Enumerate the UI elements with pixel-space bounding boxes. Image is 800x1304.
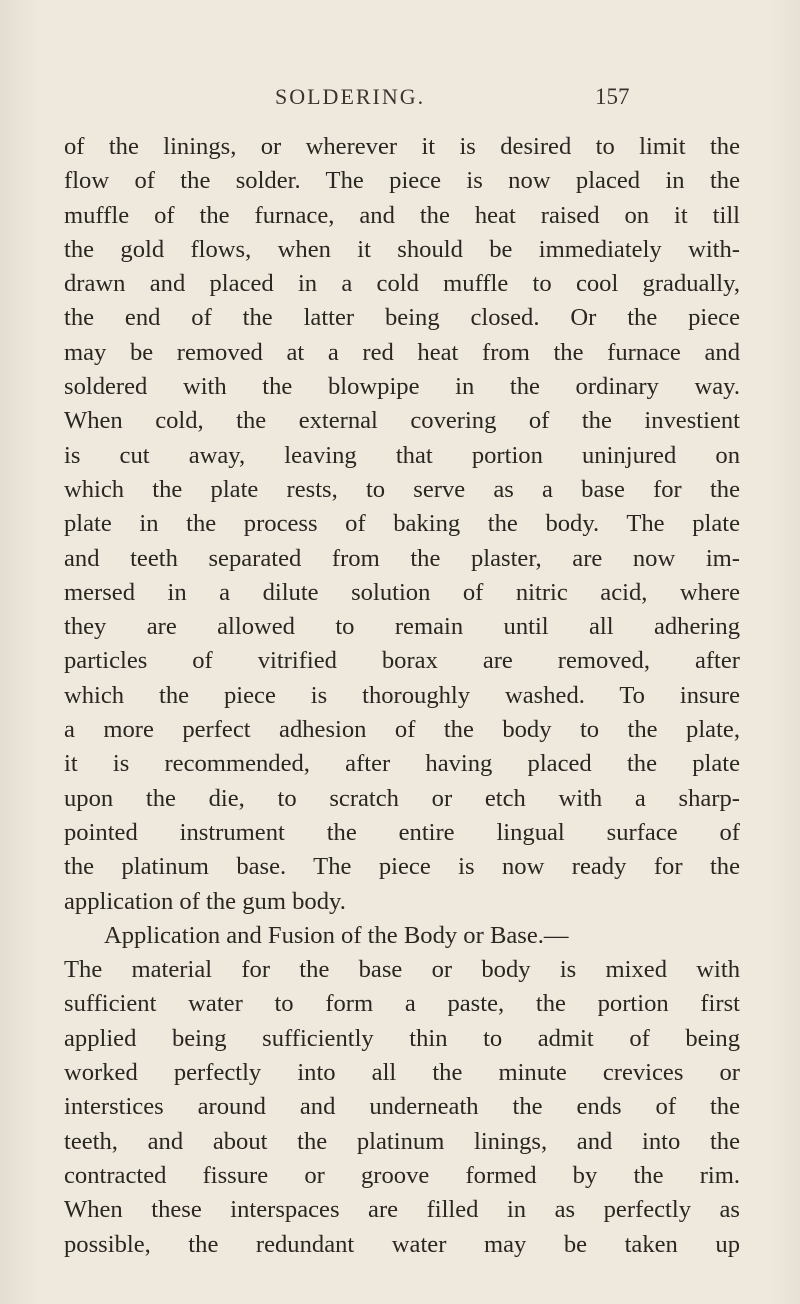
text-line: possible, the redundant water may be taken up xyxy=(64,1230,740,1258)
text-line: of the linings, or wherever it is desired to limit the xyxy=(64,133,740,160)
text-line: sufficient water to form a paste, the portion first xyxy=(64,990,740,1018)
text-line: The material for the base or body is mixed with xyxy=(64,956,740,984)
text-line: it is recommended, after having placed the plate xyxy=(64,750,740,778)
section-heading: Application and Fusion of the Body or Base.— xyxy=(104,921,569,949)
text-line: which the piece is thoroughly washed. To insure xyxy=(64,681,740,709)
text-line: mersed in a dilute solution of nitric acid, where xyxy=(64,578,740,606)
running-head xyxy=(0,84,800,124)
text-line: upon the die, to scratch or etch with a sharp- xyxy=(64,784,740,812)
text-line: When cold, the external covering of the investient xyxy=(64,407,740,435)
text-line: flow of the solder. The piece is now placed in the xyxy=(64,167,740,195)
text-line: particles of vitrified borax are removed, after xyxy=(64,647,740,675)
text-line: interstices around and underneath the ends of the xyxy=(64,1093,740,1121)
text-line: soldered with the blowpipe in the ordinary way. xyxy=(64,373,740,401)
text-line: applied being sufficiently thin to admit of being xyxy=(64,1024,740,1052)
text-line: is cut away, leaving that portion uninjured on xyxy=(64,441,740,469)
text-line: the end of the latter being closed. Or the piece xyxy=(64,304,740,332)
text-line: pointed instrument the entire lingual surface of xyxy=(64,818,740,846)
text-line: a more perfect adhesion of the body to the plate, xyxy=(64,716,740,744)
text-line: drawn and placed in a cold muffle to cool gradually, xyxy=(64,270,740,298)
text-line: may be removed at a red heat from the furnace and xyxy=(64,338,740,366)
text-line: contracted fissure or groove formed by the rim. xyxy=(64,1161,740,1189)
page-number: 157 xyxy=(595,84,630,109)
text-line: the gold flows, when it should be immediately with- xyxy=(64,235,740,263)
text-line: plate in the process of baking the body. The plate xyxy=(64,510,740,538)
text-line: they are allowed to remain until all adhering xyxy=(64,613,740,641)
text-line: When these interspaces are filled in as perfectly as xyxy=(64,1196,740,1224)
text-line: application of the gum body. xyxy=(64,887,346,915)
text-line: muffle of the furnace, and the heat raised on it till xyxy=(64,201,740,229)
running-title: SOLDERING. xyxy=(275,84,426,109)
text-line: and teeth separated from the plaster, are now im- xyxy=(64,544,740,572)
text-line: teeth, and about the platinum linings, and into the xyxy=(64,1127,740,1155)
text-line: worked perfectly into all the minute crevices or xyxy=(64,1059,740,1087)
body-text xyxy=(64,130,740,1262)
text-line: which the plate rests, to serve as a base for the xyxy=(64,475,740,503)
text-line: the platinum base. The piece is now ready for the xyxy=(64,853,740,881)
